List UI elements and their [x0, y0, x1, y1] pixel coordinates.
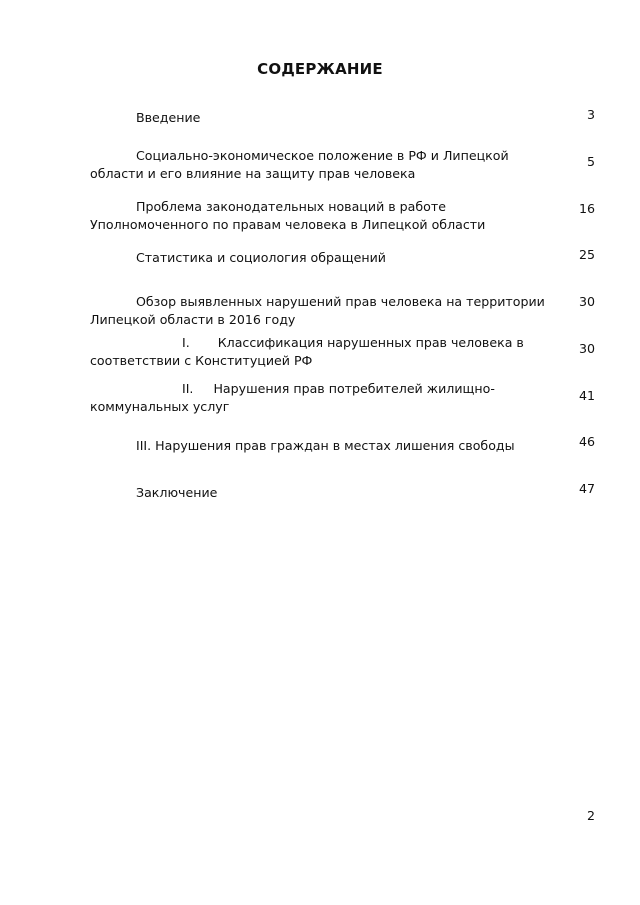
toc-entry-page: 3: [586, 107, 595, 122]
toc-entry-text: Нарушения прав потребителей жилищно-коммунальных услуг: [90, 381, 495, 414]
toc-entry-text: Статистика и социология обращений: [136, 250, 386, 265]
toc-entry-text: Обзор выявленных нарушений прав человека на территории Липецкой области в 2016 году: [90, 294, 545, 327]
toc-entry-text: Социально-экономическое положение в РФ и Липецкой области и его влияние на защиту прав человека: [90, 148, 509, 181]
toc-entry-conclusion: [90, 484, 560, 502]
toc-entry-violations-overview: [90, 293, 560, 329]
toc-entry-page: 16: [578, 201, 595, 216]
toc-entry-page: 30: [578, 294, 595, 309]
toc-entry-introduction: [90, 109, 560, 127]
toc-entry-text: Заключение: [136, 485, 218, 500]
page-number: 2: [586, 808, 595, 823]
toc-entry-legislative-innovations: [90, 198, 560, 234]
toc-entry-classification: [90, 334, 560, 370]
toc-entry-page: 30: [578, 341, 595, 356]
toc-entry-text: III. Нарушения прав граждан в местах лишения свободы: [136, 438, 515, 453]
toc-entry-numeral: II.: [182, 381, 194, 396]
toc-entry-text: Введение: [136, 110, 201, 125]
page-title: СОДЕРЖАНИЕ: [257, 60, 383, 78]
toc-entry-detention-violations: [90, 437, 560, 455]
toc-entry-page: 46: [578, 434, 595, 449]
toc-entry-text: Проблема законодательных новаций в работе Уполномоченного по правам человека в Липецкой области: [90, 199, 486, 232]
toc-entry-page: 47: [578, 481, 595, 496]
toc-entry-page: 5: [586, 154, 595, 169]
toc-entry-socio-economic: [90, 147, 560, 183]
toc-entry-page: 41: [578, 388, 595, 403]
toc-entry-page: 25: [578, 247, 595, 262]
toc-entry-text: Классификация нарушенных прав человека в соответствии с Конституцией РФ: [90, 335, 524, 368]
toc-entry-housing-violations: [90, 380, 560, 416]
toc-entry-statistics: [90, 249, 560, 267]
toc-entry-numeral: I.: [182, 335, 190, 350]
